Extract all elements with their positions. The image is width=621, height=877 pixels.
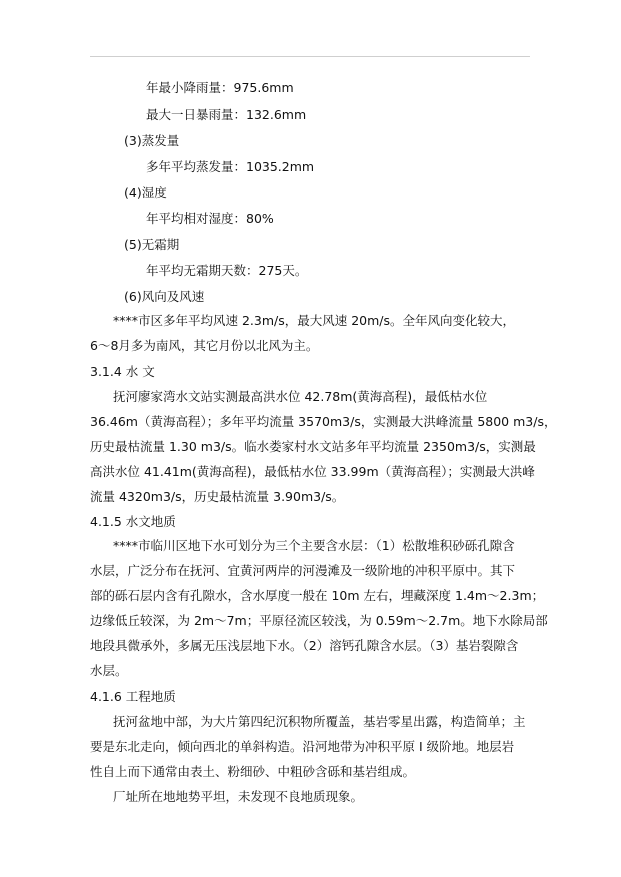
frost-free-heading: (5)无霜期 — [124, 237, 180, 252]
engineering-geology-line-3: 性自上而下通常由表土、粉细砂、中粗砂含砾和基岩组成。 — [90, 764, 416, 779]
hydrology-line-4: 高洪水位 41.41m(黄海高程)，最低枯水位 33.99m（黄海高程）；实测最大洪峰 — [90, 464, 535, 479]
engineering-geology-line-2: 要是东北走向，倾向西北的单斜构造。沿河地带为冲积平原 I 级阶地。地层岩 — [90, 739, 515, 754]
site-terrain-line: 厂址所在地地势平坦，未发现不良地质现象。 — [113, 789, 364, 804]
hydrogeology-line-4: 边缘低丘较深，为 2m～7m；平原径流区较浅，为 0.59m～2.7m。地下水除局部 — [90, 613, 548, 628]
section-engineering-geology-heading: 4.1.6 工程地质 — [90, 689, 176, 704]
hydrology-line-2: 36.46m（黄海高程）；多年平均流量 3570m3/s，实测最大洪峰流量 5800 m3/s， — [90, 414, 557, 429]
hydrology-line-1: 抚河廖家湾水文站实测最高洪水位 42.78m(黄海高程)，最低枯水位 — [113, 389, 488, 404]
max-daily-storm-line: 最大一日暴雨量：132.6mm — [146, 107, 307, 122]
wind-paragraph-line-1: ****市区多年平均风速 2.3m/s，最大风速 20m/s。全年风向变化较大， — [113, 313, 516, 328]
humidity-line: 年平均相对湿度：80% — [146, 211, 274, 226]
hydrogeology-line-3: 部的砾石层内含有孔隙水，含水厚度一般在 10m 左右，埋藏深度 1.4m～2.3m； — [90, 588, 545, 603]
hydrogeology-line-5: 地段具微承外，多属无压浅层地下水。（2）溶钙孔隙含水层。（3）基岩裂隙含 — [90, 638, 519, 653]
humidity-heading: (4)湿度 — [124, 185, 167, 200]
wind-heading: (6)风向及风速 — [124, 289, 205, 304]
hydrogeology-line-1: ****市临川区地下水可划分为三个主要含水层：（1）松散堆积砂砾孔隙含 — [113, 538, 515, 553]
evaporation-heading: (3)蒸发量 — [124, 133, 180, 148]
hydrogeology-line-2: 水层，广泛分布在抚河、宜黄河两岸的河漫滩及一级阶地的冲积平原中。其下 — [90, 563, 516, 578]
frost-free-line: 年平均无霜期天数：275天。 — [146, 263, 308, 278]
min-rainfall-line: 年最小降雨量：975.6mm — [146, 80, 294, 95]
header-rule — [90, 56, 530, 57]
hydrogeology-line-6: 水层。 — [90, 663, 128, 678]
wind-paragraph-line-2: 6～8月多为南风，其它月份以北风为主。 — [90, 338, 319, 353]
evaporation-line: 多年平均蒸发量：1035.2mm — [146, 159, 315, 174]
section-hydrogeology-heading: 4.1.5 水文地质 — [90, 514, 176, 529]
hydrology-line-5: 流量 4320m3/s，历史最枯流量 3.90m3/s。 — [90, 489, 345, 504]
hydrology-line-3: 历史最枯流量 1.30 m3/s。临水娄家村水文站多年平均流量 2350m3/s，实测最 — [90, 439, 536, 454]
section-hydrology-heading: 3.1.4 水 文 — [90, 364, 155, 379]
engineering-geology-line-1: 抚河盆地中部，为大片第四纪沉积物所覆盖，基岩零星出露，构造简单；主 — [113, 714, 526, 729]
